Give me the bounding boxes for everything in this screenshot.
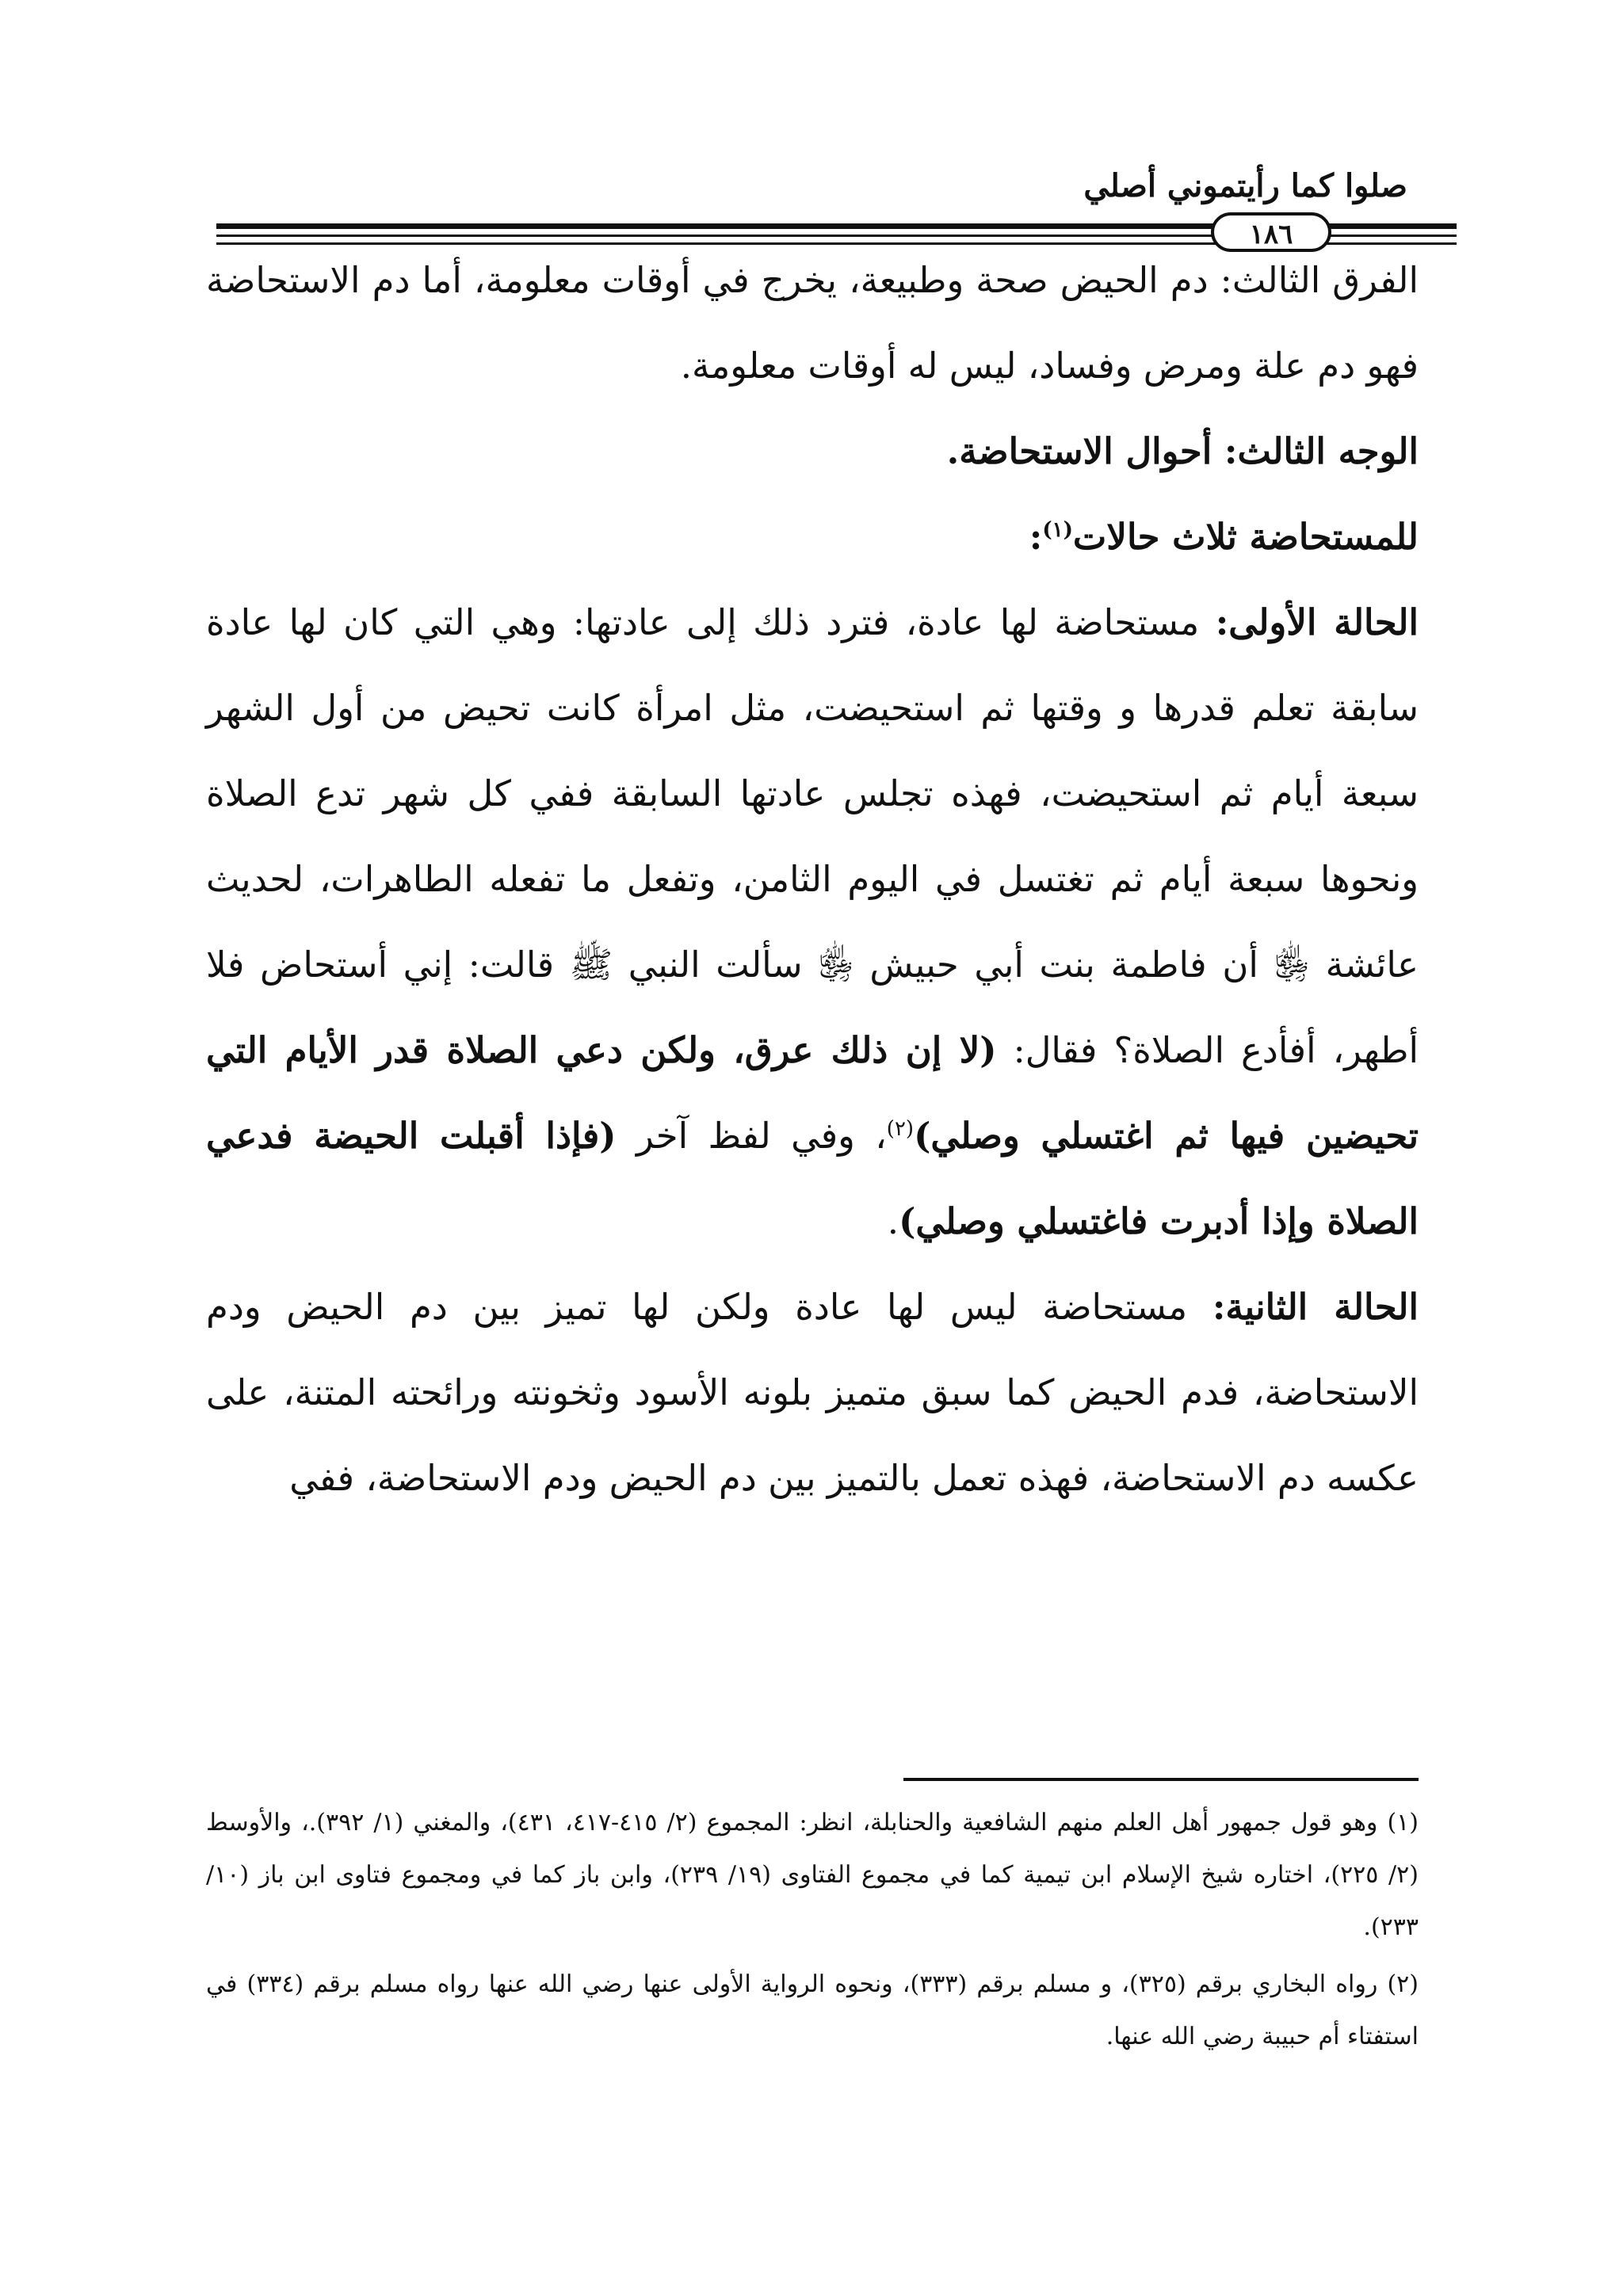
heading-text: الوجه الثالث: أحوال الاستحاضة. bbox=[946, 430, 1419, 472]
footnote-1: (١) وهو قول جمهور أهل العلم منهم الشافعية والحنابلة، انظر: المجموع (٢/ ٤١٥-٤١٧، ٤٣١)، والمغني (١/ ٣٩٢).، والأوسط (٢/ ٢٢٥)، اختاره شيخ الإسلام ابن تيمية كما في مجموع الفتاوى (١٩/ ٢٣٩)، وابن باز كما في ومجموع فتاوى ابن باز (١٠/ ٢٣٣). bbox=[206, 1809, 1419, 1941]
intro-colon: : bbox=[1029, 516, 1043, 558]
hadith-quote-1: (لا إن ذلك عرق، ولكن دعي الصلاة قدر الأيام التي تحيضين فيها ثم اغتسلي وصلي) bbox=[206, 1029, 1419, 1157]
case-one-label: الحالة الأولى: bbox=[1215, 601, 1419, 643]
paragraph-third-difference bbox=[206, 238, 1419, 409]
paragraph-case-two bbox=[206, 1264, 1419, 1521]
case-one-text: مستحاضة لها عادة، فترد ذلك إلى عادتها: وهي التي كان لها عادة سابقة تعلم قدرها و وقتها ثم استحيضت، مثل امرأة كانت تحيض من أول الشهر سبعة أيام ثم استحيضت، فهذه تجلس عادتها السابقة ففي كل شهر تدع الصلاة ونحوها سبعة أيام ثم تغتسل في اليوم الثامن، وتفعل ما تفعله الطاهرات، لحديث عائشة ﵂ أن فاطمة بنت أبي حبيش ﵂ سألت النبي ﷺ قالت: إني أستحاض فلا أطهر، أفأدع الصلاة؟ فقال: bbox=[206, 601, 1419, 1071]
hadith-quote-2: (فإذا أقبلت الحيضة فدعي الصلاة وإذا أدبرت فاغتسلي وصلي) bbox=[206, 1115, 1419, 1242]
case-two-text: مستحاضة ليس لها عادة ولكن لها تميز بين دم الحيض ودم الاستحاضة، فدم الحيض كما سبق متميز بلونه الأسود وثخونته ورائحته المتنة، على عكسه دم الاستحاضة، فهذه تعمل بالتميز بين دم الحيض ودم الاستحاضة، ففي bbox=[206, 1286, 1419, 1499]
case-two-label: الحالة الثانية: bbox=[1212, 1286, 1419, 1328]
footnote-separator bbox=[903, 1778, 1419, 1781]
cases-intro bbox=[206, 494, 1419, 580]
footnote-ref-1[interactable]: (١) bbox=[1042, 518, 1073, 542]
section-heading bbox=[206, 409, 1419, 494]
page-number: ١٨٦ bbox=[1211, 212, 1331, 252]
main-text bbox=[206, 238, 1419, 1521]
footnotes bbox=[206, 1797, 1419, 2068]
footnote-2: (٢) رواه البخاري برقم (٣٢٥)، و مسلم برقم (٣٣٣)، ونحوه الرواية الأولى عنها رضي الله عنها رواه مسلم برقم (٣٣٤) في استفتاء أم حبيبة رضي الله عنها. bbox=[206, 1970, 1419, 2050]
paragraph-case-one bbox=[206, 580, 1419, 1264]
case-one-mid: ، وفي لفظ آخر bbox=[616, 1115, 887, 1157]
running-title: صلوا كما رأيتموني أصلي bbox=[1083, 167, 1407, 204]
paragraph-text: الفرق الثالث: دم الحيض صحة وطبيعة، يخرج في أوقات معلومة، أما دم الاستحاضة فهو دم علة ومرض وفساد، ليس له أوقات معلومة. bbox=[206, 259, 1419, 387]
case-one-end: . bbox=[887, 1200, 899, 1242]
intro-text: للمستحاضة ثلاث حالات bbox=[1072, 516, 1419, 558]
footnote-ref-2[interactable]: (٢) bbox=[886, 1117, 915, 1141]
